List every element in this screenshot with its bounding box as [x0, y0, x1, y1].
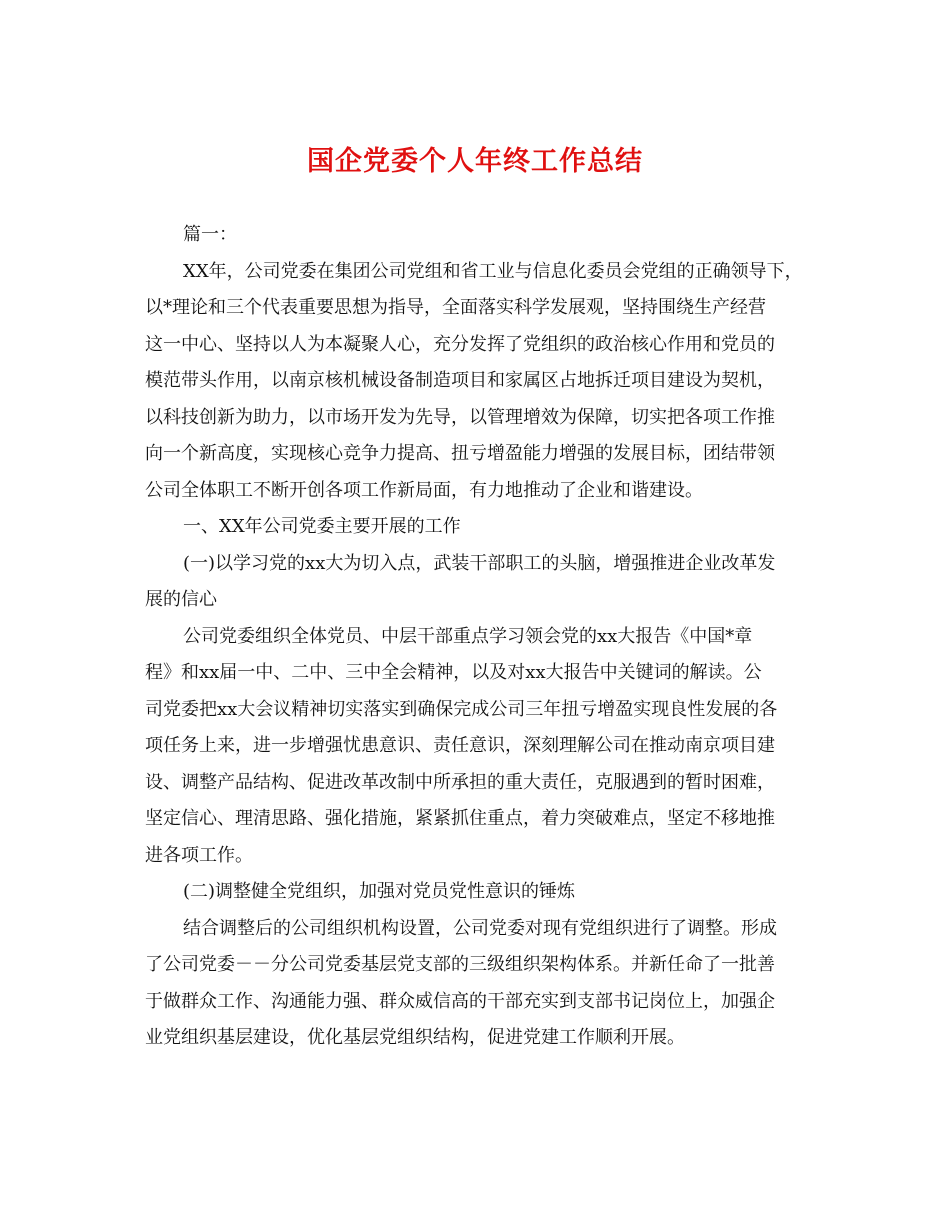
paragraph-line: 以科技创新为助力，以市场开发为先导，以管理增效为保障，切实把各项工作推 [145, 406, 775, 428]
document-title: 国企党委个人年终工作总结 [307, 146, 643, 177]
paragraph-line: 设、调整产品结构、促进改革改制中所承担的重大责任，克服遇到的暂时困难， [145, 771, 775, 793]
paragraph-line: 业党组织基层建设，优化基层党组织结构，促进党建工作顺利开展。 [145, 1027, 685, 1048]
paragraph-line: 进各项工作。 [145, 844, 253, 866]
paragraph-line: 项任务上来，进一步增强忧患意识、责任意识，深刻理解公司在推动南京项目建 [145, 735, 775, 756]
subsection-heading-cont: 展的信心 [145, 589, 217, 610]
paragraph-line: 这一中心、坚持以人为本凝聚人心，充分发挥了党组织的政治核心作用和党员的 [145, 333, 775, 355]
paragraph-line: XX年，公司党委在集团公司党组和省工业与信息化委员会党组的正确领导下， [183, 260, 803, 282]
paragraph-line: 以*理论和三个代表重要思想为指导，全面落实科学发展观，坚持围绕生产经营 [145, 297, 766, 318]
paragraph-line: 模范带头作用，以南京核机械设备制造项目和家属区占地拆迁项目建设为契机， [145, 370, 775, 391]
paragraph-line: 司党委把xx大会议精神切实落实到确保完成公司三年扭亏增盈实现良性发展的各 [145, 698, 778, 720]
paragraph-line: 向一个新高度，实现核心竞争力提高、扭亏增盈能力增强的发展目标，团结带领 [145, 443, 775, 464]
paragraph-line: 坚定信心、理清思路、强化措施，紧紧抓住重点，着力突破难点，坚定不移地推 [145, 808, 775, 829]
paragraph-line: 公司全体职工不断开创各项工作新局面，有力地推动了企业和谐建设。 [145, 479, 703, 501]
section-label: 篇一： [183, 224, 237, 245]
paragraph-line: 于做群众工作、沟通能力强、群众威信高的干部充实到支部书记岗位上，加强企 [145, 990, 775, 1012]
paragraph-line: 结合调整后的公司组织机构设置，公司党委对现有党组织进行了调整。形成 [183, 917, 777, 939]
section-heading: 一、XX年公司党委主要开展的工作 [183, 516, 461, 537]
paragraph-line: 程》和xx届一中、二中、三中全会精神，以及对xx大报告中关键词的解读。公 [145, 662, 762, 683]
paragraph-line: 公司党委组织全体党员、中层干部重点学习领会党的xx大报告《中国*章 [183, 625, 753, 647]
paragraph-line: 了公司党委－－分公司党委基层党支部的三级组织架构体系。并新任命了一批善 [145, 954, 775, 975]
document-body [145, 217, 813, 1057]
subsection-heading: (二)调整健全党组织，加强对党员党性意识的锤炼 [183, 881, 576, 902]
subsection-heading: (一)以学习党的xx大为切入点，武装干部职工的头脑，增强推进企业改革发 [183, 552, 776, 574]
